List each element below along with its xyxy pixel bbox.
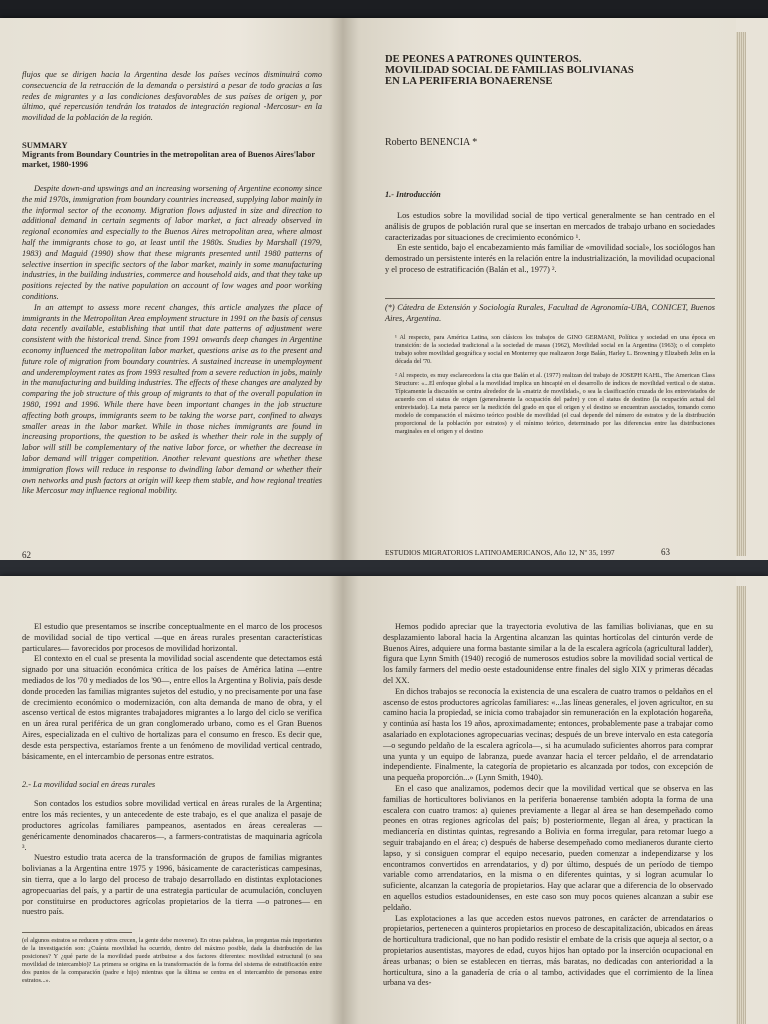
footnote-continued: (el algunos estratos se reducen y otros crecen, la gente debe moverse). En otras palabras, las preguntas más importantes de la investigación son: ¿Cuánta movilidad ha ocurrido, dentro del máximo posible, dada la distribución de las posiciones? Y ¿qué parte de la movilidad puede atribuirse a dos factores diferentes: movilidad estructural (o sea movilidad de intercambio)? La primera se origina en la transformación de la forma del sistema de estratificación entre dos puntos de la comparación (padre e hijo) mientras que la última se centra en el intercambio de personas entre estratos...». [22, 937, 322, 985]
paragraph-2: En dichos trabajos se reconocía la existencia de una escalera de cuatro tramos o peldaños en el ascenso de estos productores agrícolas familiares: «...las líneas generales, el joven agricultor, en su camino hacia la propiedad, se inicia como trabajador sin remuneración en la explotación hogareña, y continúa así hasta los 19 años, aproximadamente; entonces, probablemente pase a trabajar como asalariado en explotaciones agropecuarias vecinas; después de un breve intervalo en esta categoría —o segundo peldaño de la escalera agrícola—, si ha acumulado suficientes ahorros para comprar una yunta y un equipo de labranza, puede avanzar hacia el tercer peldaño, el de arrendatario independiente. Finalmente, la categoría de propietario es alcanzada por todos, con excepción de una pequeña proporción...» (Lynn Smith, 1940). [383, 686, 713, 783]
article-title-line-2: MOVILIDAD SOCIAL DE FAMILIAS BOLIVIANAS [385, 65, 634, 76]
article-title-line-3: EN LA PERIFERIA BONAERENSE [385, 76, 553, 87]
intro-paragraph-2: En este sentido, bajo el encabezamiento más familiar de «movilidad social», los sociólogos han demostrado un persistente interés en la relación entre la industrialización, la movilidad ocupacional y el proceso de estratificación (Balán et al., 1977) ². [385, 243, 715, 274]
divider-between-spreads [0, 560, 768, 576]
footnote-rule [22, 932, 132, 933]
intro-paragraph-1: Los estudios sobre la movilidad social de tipo vertical generalmente se han centrado en el análisis de grupos de población rural que se insertan en mercados de trabajo urbano en sociedades caracterizadas por situaciones de crecimiento económico ¹. [385, 211, 715, 242]
section-heading-introduccion: 1.- Introducción [385, 190, 441, 199]
page-edges [736, 32, 746, 556]
author-affiliation: (*) Cátedra de Extensión y Sociología Rurales, Facultad de Agronomía-UBA, CONICET, Buenos Aires, Argentina. [385, 302, 715, 323]
page-63 [343, 18, 736, 560]
top-book-spread [0, 18, 768, 560]
author: Roberto BENENCIA * [385, 137, 478, 148]
page-65 [343, 576, 736, 1024]
summary-heading: SUMMARY [22, 139, 68, 150]
paragraph-3: En el caso que analizamos, podemos decir que la movilidad vertical que se observa en las familias de horticultores bolivianos en la periferia bonaerense también adopta la forma de una escalera con cuatro tramos: a) quienes previamente a llegar al área se han desempeñado como peones en otras regiones agrícolas del país; b) posteriormente, llegan al área, y practican la mediancería en distintas quintas, regresando a Bolivia en forma irregular, para retomar luego a seguir trabajando en el área; c) después de haberse desempeñado como medianeros durante cierto lapso, y si consiguen comprar el equipo necesario, pueden comenzar a independizarse y los encontramos convertidos en arrendatarios, y d) por último, después de un período de tiempo variable como arrendatarios, en la misma o en diferentes quintas, y si logran acumular lo suficiente, alcanzan la categoría de propietarios. Hay que aclarar que a diferencia de lo observado en aquellos estudios estadounidenses, en este caso son muy pocos quienes alcanzan a subir ese peldaño. [383, 783, 713, 912]
summary-paragraph-1: Despite down-and upswings and an increasing worsening of Argentine economy since the mid 1970s, immigration from boundary countries increased, supplying labor mainly in the informal sector of the economy. Migration flows adjusted in size and direction to additional demand in certain segments of labor market, a fact already observed in regional economies and especially to the Buenos Aires metropolitan area, where almost half the immigrants chose to go, at least until the 1980s. Studies by Marshall (1979, 1983) and Maguid (1990) show that these migrants presented until 1980 patterns of selective insertion in specific sectors of the labor market, mainly in some manufacturing industries, in the building industries, commerce and household aids, and that they take up positions rejected by the native population on account of low wages and poor working conditions. [22, 183, 322, 301]
footnote-2: ² Al respecto, es muy esclarecedora la cita que Balán et al. (1977) realizan del trabajo de JOSEPH KAHL, The American Class Structure: «...El enfoque global a la movilidad implica un hincapié en el desarrollo de índices de movilidad vertical o de status. Típicamente la discusión se centra alrededor de la «matriz de movilidad», o sea la clasificación cruzada de los entrevistados de acuerdo con el status de origen (generalmente la ocupación del padre) y con el status de destino (la ocupación actual del entrevistado). La meta parece ser la medición del grado en que el origen y el destino se encuentran asociados, tomando como modelo de comparación el máximo teórico posible de movilidad (el cual depende del número de estratos y de la distribución proporcional de la población por estratos) y el mínimo teórico, determinado por las diferencias entre las distribuciones marginales en el origen y el destino [395, 372, 715, 436]
page-62 [0, 18, 343, 560]
footnote-rule [385, 298, 715, 299]
article-title-line-1: DE PEONES A PATRONES QUINTEROS. [385, 54, 582, 65]
paragraph-3: Son contados los estudios sobre movilidad vertical en áreas rurales de la Argentina; entre los más recientes, y un antecedente de este trabajo, es el que analiza el pasaje de productores agrícolas familiares pampeanos, asentados en áreas cerealeras —genéricamente denominados chacareros—, a farmers-contratistas de maquinaria agrícola ³. [22, 799, 322, 852]
page-64 [0, 576, 343, 1024]
journal-footer: ESTUDIOS MIGRATORIOS LATINOAMERICANOS, Año 12, Nº 35, 1997 [385, 548, 615, 557]
paragraph-4: Nuestro estudio trata acerca de la transformación de grupos de familias migrantes bolivianas a la Argentina entre 1975 y 1996, básicamente de características campesinas, sin tierra, que a lo largo del proceso de trabajo desarrollado en distintas explotaciones agropecuarias del país, y a partir de una estrategia particular de acumulación, concluyen por constituirse en productores agrícolas propietarios de la tierra —o patrones— en nuestro país. [22, 853, 322, 917]
page-number: 63 [661, 547, 670, 557]
intro-italic-paragraph: flujos que se dirigen hacia la Argentina desde los países vecinos disminuirá como consecuencia de la retracción de la demanda o persistirá a pesar de todo gracias a las redes de migrantes y a las condiciones desfavorables de sus países de origen y, por último, qué repercusión tendrán los tratados de integración regional -Mercosur- en la movilidad de la población de la región. [22, 70, 322, 123]
page-edges [736, 586, 746, 1024]
page-number: 62 [22, 550, 31, 560]
bottom-book-spread [0, 576, 768, 1024]
paragraph-2: El contexto en el cual se presenta la movilidad social ascendente que detectamos está signado por una situación económica crítica de los países de América latina —entre mediados de los '70 y mediados de los '90—, entre ellos la Argentina y Bolivia, país desde donde proceden las familias migrantes sujetos del estudio, y no precisamente por una fase de crecimiento económico o modernización, con alta demanda de mano de obra, y el ascenso vertical de estos migrantes trabajadores migrantes a lo largo del ciclo se verifica en un área rural periférica de un gran conglomerado urbano, como es el Gran Buenos Aires, especializada en el cultivo de hortalizas para el consumo en fresco. Es decir que, desde esta perspectiva, estaríamos frente a un fenómeno de movilidad vertical centrado, básicamente, en el intercambio de personas entre estratos. [22, 654, 322, 761]
footnote-1: ¹ Al respecto, para América Latina, son clásicos los trabajos de GINO GERMANI, Política y sociedad en una época en transición: de la sociedad tradicional a la sociedad de masas (1962), Movilidad social en la Argentina (1963); o el completo trabajo sobre movilidad geográfica y social en Monterrey que realizaron Jorge Balán, Harley L. Browning y Elizabeth Jelin en la década del '70. [395, 334, 715, 366]
summary-title: Migrants from Boundary Countries in the metropolitan area of Buenos Aires'labor market, 1980-1996 [22, 149, 315, 169]
section-heading-movilidad-rural: 2.- La movilidad social en áreas rurales [22, 780, 156, 790]
summary-paragraph-2: In an attempt to assess more recent changes, this article analyzes the place of immigrants in the Metropolitan Area employment structure in 1991 on the basis of census data recently available, establishing that until that date patterns of adjustment were consistent with the historical trend. Since from 1991 onwards deep changes in Argentine economy influenced the metropolitan labor market, questions arise as to the present and future role of migration from boundary countries. A sustained increase in unemployment and underemployment rates as from 1993 resulted from a severe reduction in jobs, mainly in the manufacturing and building industries. The effects of these changes are analyzed by comparing the job structure of this group of migrants to that of the overall population in 1980, 1991 and 1996. While there have been important changes in the job structure affecting both groups, immigrants seem to be taking the worse part, confined to always smaller areas in the labor market. While in those niches immigrants are found in increasing proportions, the question to be asked is whether their role in the supply of labor will still be complementary of the native labor force, or whether the decrease in labor demand will trigger competition. Another relevant questions are whether these immigration flows will reduce in response to dwindling labor demand or whether their own networks and push factors at origin will keep them stable, and how regional treaties like Mercosur may influence regional mobility. [22, 302, 322, 496]
paragraph-1: Hemos podido apreciar que la trayectoria evolutiva de las familias bolivianas, que en su desplazamiento laboral hacia la Argentina alcanzan las quintas hortícolas del cinturón verde de Buenos Aires, adquiere una forma bastante similar a la de la escalera agrícola (agricultural ladder), figura que Lynn Smith (1940) recogió de numerosos estudios sobre la movilidad social vertical de los family farmers del medio oeste estadounidense entre finales del siglo XIX y primeras décadas del XX. [383, 622, 713, 685]
paragraph-4: Las explotaciones a las que acceden estos nuevos patrones, en carácter de arrendatarios o propietarios, pertenecen a quinteros propietarios en proceso de descapitalización, ubicados en áreas de horticultura tradicional, que no han podido resistir el embate de la crisis que aqueja al sector, o a propietarios ausentistas, mayores de edad, cuyos hijos han optado por la inserción ocupacional en áreas urbanas; o bien se establecen en tierras, más baratas, no dedicadas con anterioridad a la horticultura, sino a la ganadería de cría o al tambo, actividades que el corrimiento de la línea urbana va des- [383, 913, 713, 988]
paragraph-1: El estudio que presentamos se inscribe conceptualmente en el marco de los procesos de movilidad social de tipo vertical —que en áreas rurales presentan características particulares— favorecidos por procesos de movilidad horizontal. [22, 622, 322, 653]
